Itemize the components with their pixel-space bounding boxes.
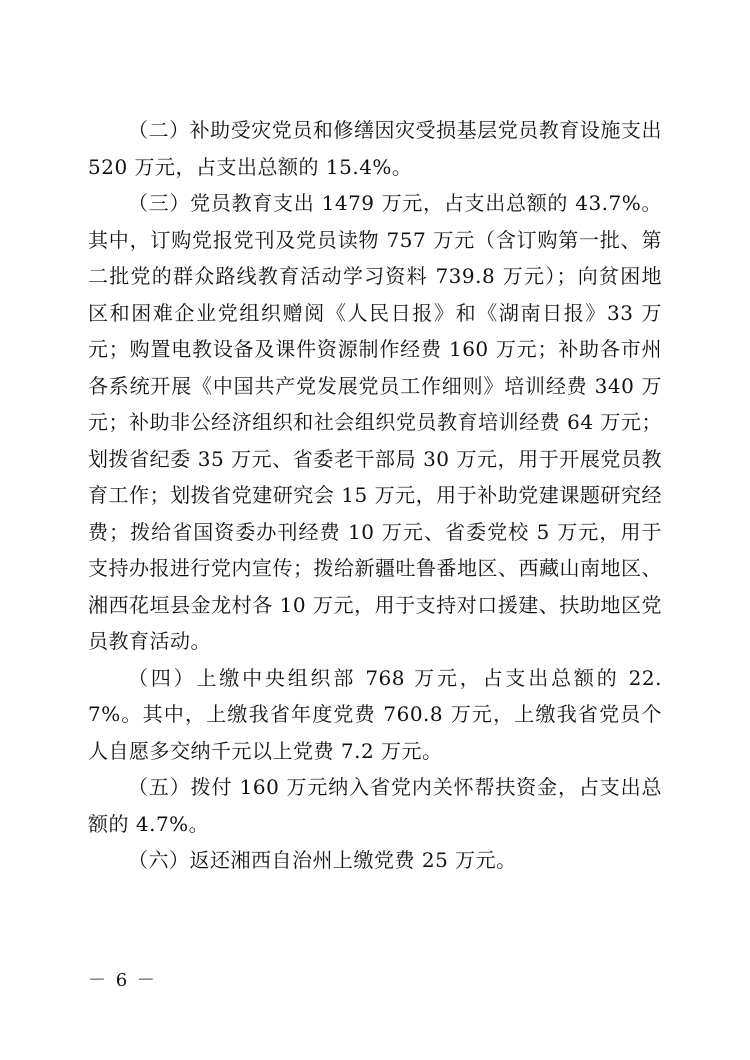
paragraph-4: （四）上缴中央组织部 768 万元，占支出总额的 22.7%。其中，上缴我省年度党费 760.8 万元，上缴我省党员个人自愿多交纳千元以上党费 7.2 万元。 <box>88 665 662 763</box>
document-body <box>88 112 662 879</box>
paragraph-2: （二）补助受灾党员和修缮因灾受损基层党员教育设施支出 520 万元，占支出总额的 15.4%。 <box>88 118 662 179</box>
page-number: － 6 － <box>88 970 157 991</box>
paragraph-6: （六）返还湘西自治州上缴党费 25 万元。 <box>128 848 517 872</box>
paragraph-5: （五）拨付 160 万元纳入省党内关怀帮扶资金，占支出总额的 4.7%。 <box>88 775 662 836</box>
paragraph-3: （三）党员教育支出 1479 万元，占支出总额的 43.7%。其中，订购党报党刊及党员读物 757 万元（含订购第一批、第二批党的群众路线教育活动学习资料 739.8 万元）；向贫困地区和困难企业党组织赠阅《人民日报》和《湖南日报》33 万元；购置电教设备及课件资源制作经费 160 万元；补助各市州各系统开展《中国共产党发展党员工作细则》培训经费 340 万元；补助非公经济组织和社会组织党员教育培训经费 64 万元；划拨省纪委 35 万元、省委老干部局 30 万元，用于开展党员教育工作；划拨省党建研究会 15 万元，用于补助党建课题研究经费；拨给省国资委办刊经费 10 万元、省委党校 5 万元，用于支持办报进行党内宣传；拨给新疆吐鲁番地区、西藏山南地区、湘西花垣县金龙村各 10 万元，用于支持对口援建、扶助地区党员教育活动。 <box>88 191 662 653</box>
